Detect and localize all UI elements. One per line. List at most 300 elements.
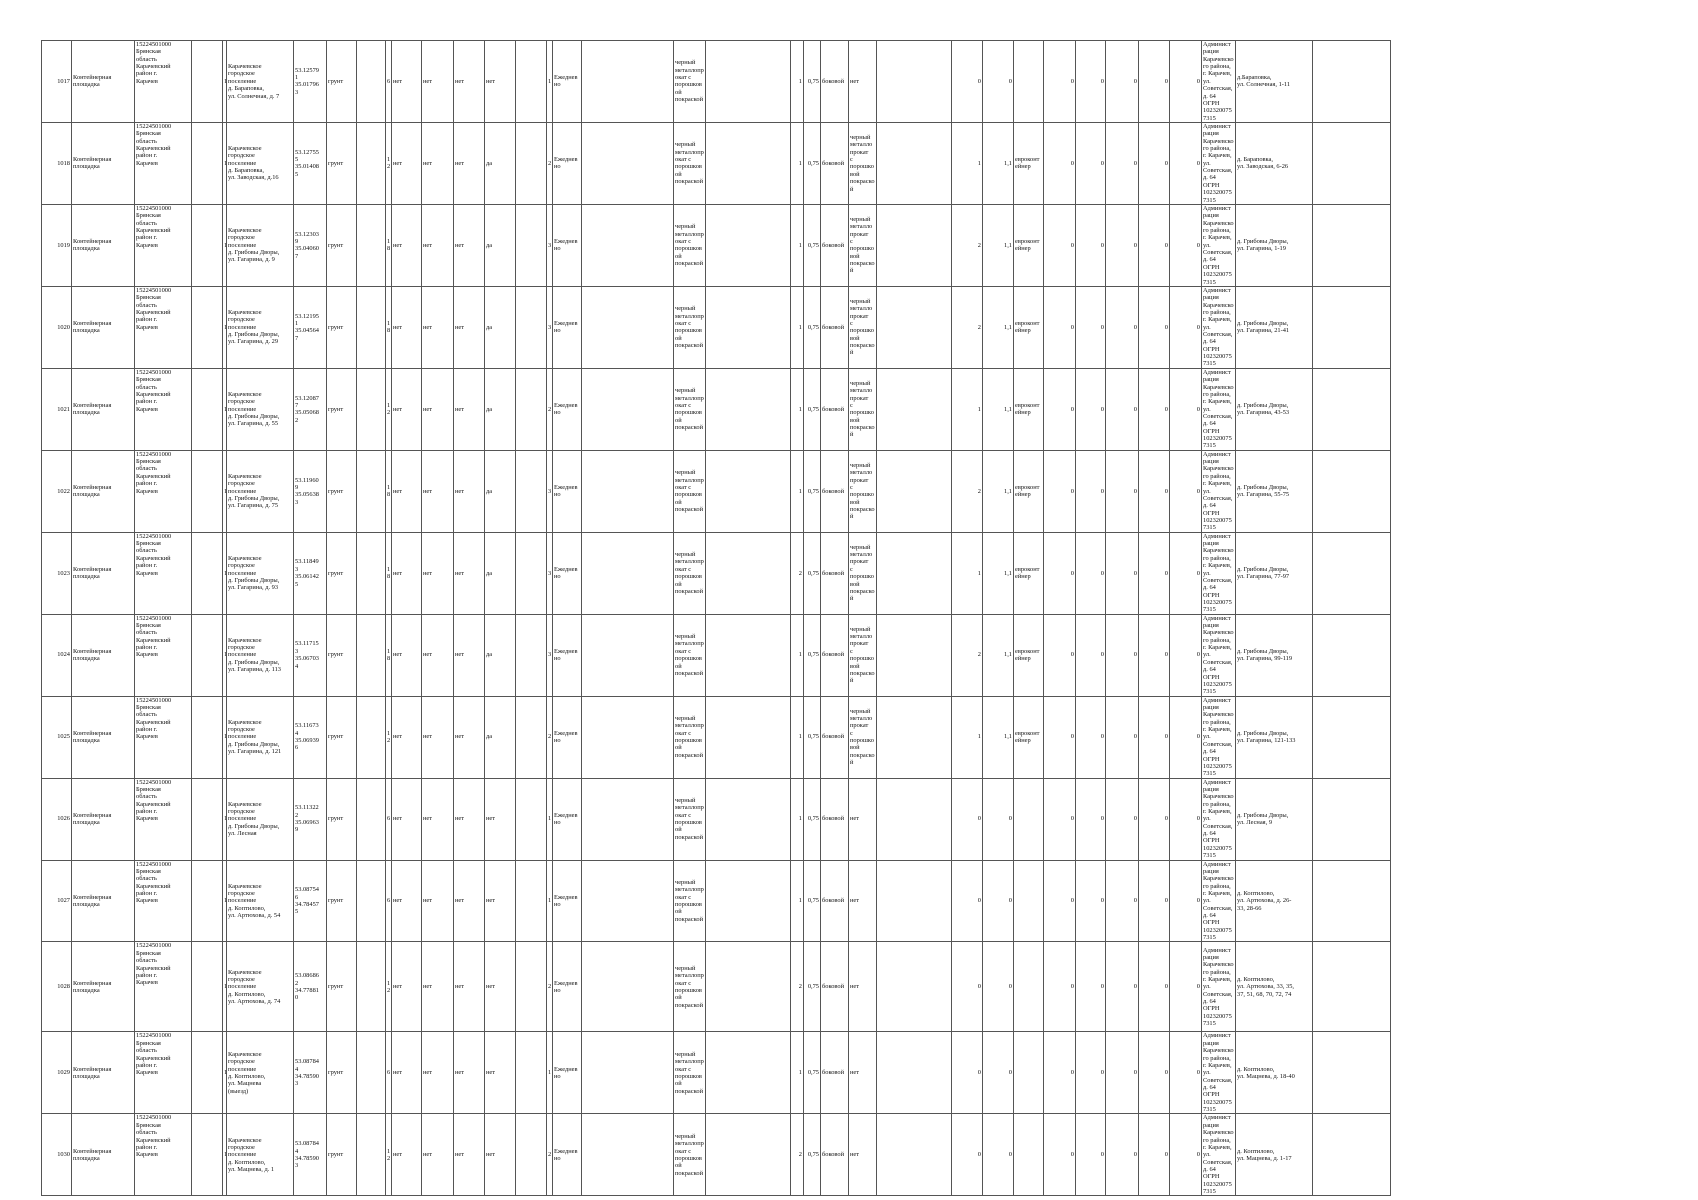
blank-cell-cell xyxy=(192,1032,223,1114)
waste-source-cell: д. Грибовы Дворы, ул. Гагарина, 43-53 xyxy=(1236,368,1313,450)
feature-2-cell: нет xyxy=(422,942,454,1032)
container-qty-cell: 2 xyxy=(791,942,804,1032)
value-2-cell: 0 xyxy=(1076,778,1106,860)
row-number-cell: 1029 xyxy=(42,1032,72,1114)
container-qty-cell: 2 xyxy=(791,1114,804,1196)
blank-cell-cell xyxy=(516,942,547,1032)
blank-cell-cell xyxy=(877,778,952,860)
blank-cell-cell xyxy=(516,860,547,942)
surface-type-cell: грунт xyxy=(327,450,357,532)
extra-material-cell: нет xyxy=(849,942,877,1032)
feature-2-cell: нет xyxy=(422,41,454,123)
container-volume-cell: 0,75 xyxy=(804,368,821,450)
feature-4-cell: да xyxy=(485,286,516,368)
value-1-cell: 0 xyxy=(1044,942,1076,1032)
table-row xyxy=(42,696,1483,778)
extra-material-cell: нет xyxy=(849,1032,877,1114)
extra-qty-cell: 1 xyxy=(952,122,983,204)
value-3-cell: 0 xyxy=(1106,41,1139,123)
waste-source-cell: д. Грибовы Дворы, ул. Гагарина, 121-133 xyxy=(1236,696,1313,778)
value-3-cell: 0 xyxy=(1106,368,1139,450)
coordinates-cell: 53.11322 2 35.06963 9 xyxy=(294,778,327,860)
coordinates-cell: 53.08784 4 34.78590 3 xyxy=(294,1114,327,1196)
blank-cell-cell xyxy=(357,942,386,1032)
site-address-cell: Карачевское городское поселение д. Грибовы Дворы, ул. Гагарина, д. 55 xyxy=(227,368,294,450)
value-2-cell: 0 xyxy=(1076,532,1106,614)
value-1-cell: 0 xyxy=(1044,122,1076,204)
blank-cell-cell xyxy=(1313,1114,1391,1196)
blank-cell-cell xyxy=(192,41,223,123)
site-type-cell: Контейнерная площадка xyxy=(72,204,135,286)
site-address-cell: Карачевское городское поселение д. Коптилово, ул. Артюхова, д. 74 xyxy=(227,942,294,1032)
extra-volume-cell: 0 xyxy=(983,1114,1014,1196)
feature-1-cell: нет xyxy=(392,696,422,778)
value-3-cell: 0 xyxy=(1106,614,1139,696)
container-count-cell: 1 xyxy=(547,778,553,860)
extra-material-cell: нет xyxy=(849,41,877,123)
oktmo-region-cell: 15224501000 Брянская область Карачевский район г. Карачев xyxy=(135,450,192,532)
blank-cell-cell xyxy=(1313,696,1391,778)
feature-3-cell: нет xyxy=(454,204,485,286)
container-count-cell: 2 xyxy=(547,942,553,1032)
container-material-cell: черный металлопрокат с порошковой покраской xyxy=(674,368,706,450)
feature-1-cell: нет xyxy=(392,532,422,614)
blank-cell-cell xyxy=(706,450,791,532)
owner-info-cell: Администрация Карачевского района, г. Карачев, ул. Советская, д. 64 ОГРН 1023200757315 xyxy=(1203,778,1234,860)
feature-2-cell: нет xyxy=(422,614,454,696)
blank-cell-cell xyxy=(582,368,674,450)
value-3-cell: 0 xyxy=(1106,1114,1139,1196)
blank-cell-cell xyxy=(1313,778,1391,860)
area-cell: 18 xyxy=(386,450,392,532)
extra-type-cell xyxy=(1014,942,1044,1032)
feature-2-cell: нет xyxy=(422,1114,454,1196)
container-qty-cell: 1 xyxy=(791,450,804,532)
value-5-cell: 0 xyxy=(1170,286,1202,368)
site-count-cell: 1 xyxy=(223,204,227,286)
blank-cell-cell xyxy=(516,122,547,204)
feature-1-cell: нет xyxy=(392,942,422,1032)
value-1-cell: 0 xyxy=(1044,778,1076,860)
pickup-frequency-cell: Ежедневно xyxy=(553,778,582,860)
table-row xyxy=(42,532,1483,614)
row-number-cell: 1026 xyxy=(42,778,72,860)
value-2-cell: 0 xyxy=(1076,450,1106,532)
row-number-cell: 1030 xyxy=(42,1114,72,1196)
area-cell: 18 xyxy=(386,286,392,368)
feature-3-cell: нет xyxy=(454,778,485,860)
blank-cell-cell xyxy=(877,860,952,942)
site-address-cell: Карачевское городское поселение д. Грибовы Дворы, ул. Гагарина, д. 75 xyxy=(227,450,294,532)
site-count-cell: 1 xyxy=(223,122,227,204)
site-count-cell: 1 xyxy=(223,41,227,123)
extra-material-cell: черный металлопрокат с порошковой покраской xyxy=(849,532,877,614)
owner-info-cell: Администрация Карачевского района, г. Карачев, ул. Советская, д. 64 ОГРН 1023200757315 xyxy=(1203,696,1234,778)
container-volume-cell: 0,75 xyxy=(804,614,821,696)
extra-volume-cell: 1,1 xyxy=(983,532,1014,614)
container-material-cell: черный металлопрокат с порошковой покраской xyxy=(674,1114,706,1196)
blank-cell-cell xyxy=(1313,286,1391,368)
feature-1-cell: нет xyxy=(392,286,422,368)
site-address-cell: Карачевское городское поселение д. Бараповка, ул. Солнечная, д. 7 xyxy=(227,41,294,123)
feature-4-cell: да xyxy=(485,614,516,696)
pickup-frequency-cell: Ежедневно xyxy=(553,450,582,532)
blank-cell-cell xyxy=(357,286,386,368)
row-number-cell: 1027 xyxy=(42,860,72,942)
owner-info-cell: Администрация Карачевского района, г. Карачев, ул. Советская, д. 64 ОГРН 1023200757315 xyxy=(1203,1032,1234,1114)
value-4-cell: 0 xyxy=(1139,942,1170,1032)
value-4-cell: 0 xyxy=(1139,614,1170,696)
row-number-cell: 1022 xyxy=(42,450,72,532)
site-type-cell: Контейнерная площадка xyxy=(72,696,135,778)
site-count-cell: 1 xyxy=(223,696,227,778)
blank-cell-cell xyxy=(516,614,547,696)
container-material-cell: черный металлопрокат с порошковой покраской xyxy=(674,696,706,778)
container-volume-cell: 0,75 xyxy=(804,204,821,286)
value-2-cell: 0 xyxy=(1076,942,1106,1032)
owner-info-cell: Администрация Карачевского района, г. Карачев, ул. Советская, д. 64 ОГРН 1023200757315 xyxy=(1203,286,1234,368)
oktmo-region-cell: 15224501000 Брянская область Карачевский район г. Карачев xyxy=(135,368,192,450)
container-count-cell: 1 xyxy=(547,1032,553,1114)
feature-4-cell: нет xyxy=(485,942,516,1032)
blank-cell-cell xyxy=(706,286,791,368)
feature-3-cell: нет xyxy=(454,368,485,450)
table-body xyxy=(42,41,1483,1196)
container-volume-cell: 0,75 xyxy=(804,778,821,860)
feature-3-cell: нет xyxy=(454,532,485,614)
oktmo-region-cell: 15224501000 Брянская область Карачевский район г. Карачев xyxy=(135,1114,192,1196)
extra-material-cell: нет xyxy=(849,778,877,860)
blank-cell-cell xyxy=(192,450,223,532)
feature-2-cell: нет xyxy=(422,286,454,368)
extra-qty-cell: 0 xyxy=(952,942,983,1032)
blank-cell-cell xyxy=(706,368,791,450)
blank-cell-cell xyxy=(706,860,791,942)
container-qty-cell: 2 xyxy=(791,532,804,614)
container-material-cell: черный металлопрокат с порошковой покраской xyxy=(674,286,706,368)
blank-cell-cell xyxy=(706,778,791,860)
blank-cell-cell xyxy=(1313,942,1391,1032)
blank-cell-cell xyxy=(516,778,547,860)
value-5-cell: 0 xyxy=(1170,1114,1202,1196)
site-type-cell: Контейнерная площадка xyxy=(72,1032,135,1114)
owner-info-cell: Администрация Карачевского района, г. Карачев, ул. Советская, д. 64 ОГРН 1023200757315 xyxy=(1203,368,1234,450)
value-1-cell: 0 xyxy=(1044,860,1076,942)
feature-1-cell: нет xyxy=(392,122,422,204)
container-qty-cell: 1 xyxy=(791,41,804,123)
value-4-cell: 0 xyxy=(1139,532,1170,614)
blank-cell-cell xyxy=(877,450,952,532)
row-number-cell: 1025 xyxy=(42,696,72,778)
coordinates-cell: 53.11960 9 35.05638 3 xyxy=(294,450,327,532)
blank-cell-cell xyxy=(877,614,952,696)
blank-cell-cell xyxy=(1313,532,1391,614)
row-number-cell: 1024 xyxy=(42,614,72,696)
waste-source-cell: д. Коптилово, ул. Мацнева, д. 18-40 xyxy=(1236,1032,1313,1114)
blank-cell-cell xyxy=(357,778,386,860)
waste-source-cell: д. Грибовы Дворы, ул. Гагарина, 77-97 xyxy=(1236,532,1313,614)
owner-info-cell: Администрация Карачевского района, г. Карачев, ул. Советская, д. 64 ОГРН 1023200757315 xyxy=(1203,614,1234,696)
blank-cell-cell xyxy=(1313,204,1391,286)
container-qty-cell: 1 xyxy=(791,860,804,942)
site-address-cell: Карачевское городское поселение д. Грибовы Дворы, ул. Гагарина, д. 29 xyxy=(227,286,294,368)
feature-3-cell: нет xyxy=(454,450,485,532)
row-number-cell: 1018 xyxy=(42,122,72,204)
value-2-cell: 0 xyxy=(1076,1114,1106,1196)
site-type-cell: Контейнерная площадка xyxy=(72,286,135,368)
value-4-cell: 0 xyxy=(1139,450,1170,532)
value-3-cell: 0 xyxy=(1106,532,1139,614)
site-count-cell: 1 xyxy=(223,1114,227,1196)
pickup-frequency-cell: Ежедневно xyxy=(553,122,582,204)
value-2-cell: 0 xyxy=(1076,368,1106,450)
blank-cell-cell xyxy=(192,696,223,778)
surface-type-cell: грунт xyxy=(327,614,357,696)
value-4-cell: 0 xyxy=(1139,696,1170,778)
feature-1-cell: нет xyxy=(392,614,422,696)
extra-type-cell: евроконт ейнер xyxy=(1014,368,1044,450)
site-type-cell: Контейнерная площадка xyxy=(72,368,135,450)
value-5-cell: 0 xyxy=(1170,122,1202,204)
owner-info-cell: Администрация Карачевского района, г. Карачев, ул. Советская, д. 64 ОГРН 1023200757315 xyxy=(1203,532,1234,614)
table-row xyxy=(42,204,1483,286)
value-2-cell: 0 xyxy=(1076,122,1106,204)
value-5-cell: 0 xyxy=(1170,696,1202,778)
oktmo-region-cell: 15224501000 Брянская область Карачевский район г. Карачев xyxy=(135,286,192,368)
blank-cell-cell xyxy=(706,532,791,614)
extra-volume-cell: 0 xyxy=(983,778,1014,860)
extra-qty-cell: 0 xyxy=(952,778,983,860)
feature-1-cell: нет xyxy=(392,41,422,123)
coordinates-cell: 53.12087 7 35.05068 2 xyxy=(294,368,327,450)
container-qty-cell: 1 xyxy=(791,778,804,860)
container-volume-cell: 0,75 xyxy=(804,532,821,614)
waste-source-cell: д. Грибовы Дворы, ул. Гагарина, 99-119 xyxy=(1236,614,1313,696)
site-address-cell: Карачевское городское поселение д. Грибовы Дворы, ул. Гагарина, д. 93 xyxy=(227,532,294,614)
surface-type-cell: грунт xyxy=(327,41,357,123)
extra-material-cell: нет xyxy=(849,860,877,942)
value-3-cell: 0 xyxy=(1106,286,1139,368)
container-material-cell: черный металлопрокат с порошковой покраской xyxy=(674,942,706,1032)
feature-4-cell: нет xyxy=(485,860,516,942)
extra-volume-cell: 1,1 xyxy=(983,614,1014,696)
area-cell: 6 xyxy=(386,41,392,123)
oktmo-region-cell: 15224501000 Брянская область Карачевский район г. Карачев xyxy=(135,41,192,123)
loading-type-cell: боковой xyxy=(821,1032,849,1114)
container-qty-cell: 1 xyxy=(791,368,804,450)
container-count-cell: 3 xyxy=(547,614,553,696)
site-type-cell: Контейнерная площадка xyxy=(72,122,135,204)
feature-4-cell: да xyxy=(485,696,516,778)
container-qty-cell: 1 xyxy=(791,614,804,696)
extra-qty-cell: 0 xyxy=(952,41,983,123)
table-row xyxy=(42,1032,1483,1114)
value-2-cell: 0 xyxy=(1076,286,1106,368)
pickup-frequency-cell: Ежедневно xyxy=(553,41,582,123)
blank-cell-cell xyxy=(706,204,791,286)
feature-4-cell: да xyxy=(485,532,516,614)
value-4-cell: 0 xyxy=(1139,122,1170,204)
value-1-cell: 0 xyxy=(1044,614,1076,696)
blank-cell-cell xyxy=(582,204,674,286)
value-4-cell: 0 xyxy=(1139,286,1170,368)
area-cell: 12 xyxy=(386,942,392,1032)
owner-info-cell: Администрация Карачевского района, г. Карачев, ул. Советская, д. 64 ОГРН 1023200757315 xyxy=(1203,204,1234,286)
blank-cell-cell xyxy=(516,532,547,614)
oktmo-region-cell: 15224501000 Брянская область Карачевский район г. Карачев xyxy=(135,122,192,204)
table-row xyxy=(42,614,1483,696)
coordinates-cell: 53.11715 3 35.06703 4 xyxy=(294,614,327,696)
extra-type-cell xyxy=(1014,778,1044,860)
extra-volume-cell: 1,1 xyxy=(983,368,1014,450)
blank-cell-cell xyxy=(706,696,791,778)
surface-type-cell: грунт xyxy=(327,1032,357,1114)
feature-2-cell: нет xyxy=(422,778,454,860)
feature-1-cell: нет xyxy=(392,204,422,286)
site-address-cell: Карачевское городское поселение д. Коптилово, ул. Артюхова, д. 54 xyxy=(227,860,294,942)
value-1-cell: 0 xyxy=(1044,450,1076,532)
site-type-cell: Контейнерная площадка xyxy=(72,532,135,614)
loading-type-cell: боковой xyxy=(821,778,849,860)
value-5-cell: 0 xyxy=(1170,368,1202,450)
site-count-cell: 1 xyxy=(223,286,227,368)
container-volume-cell: 0,75 xyxy=(804,286,821,368)
table-row xyxy=(42,286,1483,368)
feature-4-cell: да xyxy=(485,122,516,204)
loading-type-cell: боковой xyxy=(821,286,849,368)
surface-type-cell: грунт xyxy=(327,122,357,204)
surface-type-cell: грунт xyxy=(327,532,357,614)
blank-cell-cell xyxy=(877,696,952,778)
value-5-cell: 0 xyxy=(1170,860,1202,942)
value-1-cell: 0 xyxy=(1044,1114,1076,1196)
loading-type-cell: боковой xyxy=(821,450,849,532)
extra-qty-cell: 2 xyxy=(952,614,983,696)
owner-info-cell: Администрация Карачевского района, г. Карачев, ул. Советская, д. 64 ОГРН 1023200757315 xyxy=(1203,450,1234,532)
row-number-cell: 1021 xyxy=(42,368,72,450)
value-1-cell: 0 xyxy=(1044,368,1076,450)
pickup-frequency-cell: Ежедневно xyxy=(553,696,582,778)
table-row xyxy=(42,778,1483,860)
extra-volume-cell: 0 xyxy=(983,860,1014,942)
row-number-cell: 1019 xyxy=(42,204,72,286)
blank-cell-cell xyxy=(192,122,223,204)
blank-cell-cell xyxy=(357,532,386,614)
value-3-cell: 0 xyxy=(1106,204,1139,286)
blank-cell-cell xyxy=(582,1032,674,1114)
surface-type-cell: грунт xyxy=(327,368,357,450)
value-1-cell: 0 xyxy=(1044,41,1076,123)
owner-info-cell: Администрация Карачевского района, г. Карачев, ул. Советская, д. 64 ОГРН 1023200757315 xyxy=(1203,860,1234,942)
container-volume-cell: 0,75 xyxy=(804,1032,821,1114)
blank-cell-cell xyxy=(357,204,386,286)
blank-cell-cell xyxy=(706,1114,791,1196)
extra-volume-cell: 1,1 xyxy=(983,696,1014,778)
site-count-cell: 1 xyxy=(223,1032,227,1114)
coordinates-cell: 53.08784 4 34.78590 3 xyxy=(294,1032,327,1114)
container-material-cell: черный металлопрокат с порошковой покраской xyxy=(674,122,706,204)
coordinates-cell: 53.08686 2 34.77881 0 xyxy=(294,942,327,1032)
site-address-cell: Карачевское городское поселение д. Грибовы Дворы, ул. Гагарина, д. 9 xyxy=(227,204,294,286)
extra-volume-cell: 1,1 xyxy=(983,450,1014,532)
feature-2-cell: нет xyxy=(422,204,454,286)
pickup-frequency-cell: Ежедневно xyxy=(553,1032,582,1114)
feature-3-cell: нет xyxy=(454,614,485,696)
extra-type-cell: евроконт ейнер xyxy=(1014,696,1044,778)
blank-cell-cell xyxy=(1313,368,1391,450)
blank-cell-cell xyxy=(516,286,547,368)
blank-cell-cell xyxy=(706,942,791,1032)
value-5-cell: 0 xyxy=(1170,614,1202,696)
coordinates-cell: 53.11849 3 35.06142 5 xyxy=(294,532,327,614)
container-material-cell: черный металлопрокат с порошковой покраской xyxy=(674,860,706,942)
blank-cell-cell xyxy=(516,204,547,286)
coordinates-cell: 53.12579 1 35.01796 3 xyxy=(294,41,327,123)
waste-source-cell: д. Коптилово, ул. Артюхова, д. 26- 33, 28-66 xyxy=(1236,860,1313,942)
container-count-cell: 3 xyxy=(547,286,553,368)
container-count-cell: 3 xyxy=(547,532,553,614)
value-1-cell: 0 xyxy=(1044,286,1076,368)
feature-3-cell: нет xyxy=(454,41,485,123)
loading-type-cell: боковой xyxy=(821,532,849,614)
waste-source-cell: д. Грибовы Дворы, ул. Гагарина, 1-19 xyxy=(1236,204,1313,286)
extra-type-cell xyxy=(1014,1114,1044,1196)
feature-2-cell: нет xyxy=(422,860,454,942)
value-4-cell: 0 xyxy=(1139,860,1170,942)
site-address-cell: Карачевское городское поселение д. Коптилово, ул. Мацнева, д. 1 xyxy=(227,1114,294,1196)
blank-cell-cell xyxy=(357,1114,386,1196)
value-3-cell: 0 xyxy=(1106,942,1139,1032)
extra-material-cell: черный металлопрокат с порошковой покраской xyxy=(849,204,877,286)
feature-4-cell: нет xyxy=(485,1032,516,1114)
blank-cell-cell xyxy=(582,532,674,614)
feature-2-cell: нет xyxy=(422,696,454,778)
surface-type-cell: грунт xyxy=(327,942,357,1032)
blank-cell-cell xyxy=(877,122,952,204)
blank-cell-cell xyxy=(706,122,791,204)
area-cell: 12 xyxy=(386,122,392,204)
blank-cell-cell xyxy=(516,450,547,532)
feature-4-cell: да xyxy=(485,204,516,286)
extra-volume-cell: 1,1 xyxy=(983,122,1014,204)
blank-cell-cell xyxy=(357,614,386,696)
blank-cell-cell xyxy=(1313,450,1391,532)
blank-cell-cell xyxy=(582,1114,674,1196)
blank-cell-cell xyxy=(582,778,674,860)
table-row xyxy=(42,1114,1483,1196)
surface-type-cell: грунт xyxy=(327,696,357,778)
feature-3-cell: нет xyxy=(454,1032,485,1114)
blank-cell-cell xyxy=(877,942,952,1032)
blank-cell-cell xyxy=(192,286,223,368)
value-2-cell: 0 xyxy=(1076,614,1106,696)
container-count-cell: 2 xyxy=(547,696,553,778)
owner-info-cell: Администрация Карачевского района, г. Карачев, ул. Советская, д. 64 ОГРН 1023200757315 xyxy=(1202,942,1236,1032)
area-cell: 6 xyxy=(386,860,392,942)
value-5-cell: 0 xyxy=(1170,778,1202,860)
value-5-cell: 0 xyxy=(1170,41,1202,123)
row-number-cell: 1017 xyxy=(42,41,72,123)
value-2-cell: 0 xyxy=(1076,204,1106,286)
container-material-cell: черный металлопрокат с порошковой покраской xyxy=(674,204,706,286)
coordinates-cell: 53.12755 5 35.01408 5 xyxy=(294,122,327,204)
loading-type-cell: боковой xyxy=(821,1114,849,1196)
value-2-cell: 0 xyxy=(1076,41,1106,123)
oktmo-region-cell: 15224501000 Брянская область Карачевский район г. Карачев xyxy=(135,1032,192,1114)
blank-cell-cell xyxy=(877,532,952,614)
pickup-frequency-cell: Ежедневно xyxy=(553,286,582,368)
pickup-frequency-cell: Ежедневно xyxy=(553,860,582,942)
